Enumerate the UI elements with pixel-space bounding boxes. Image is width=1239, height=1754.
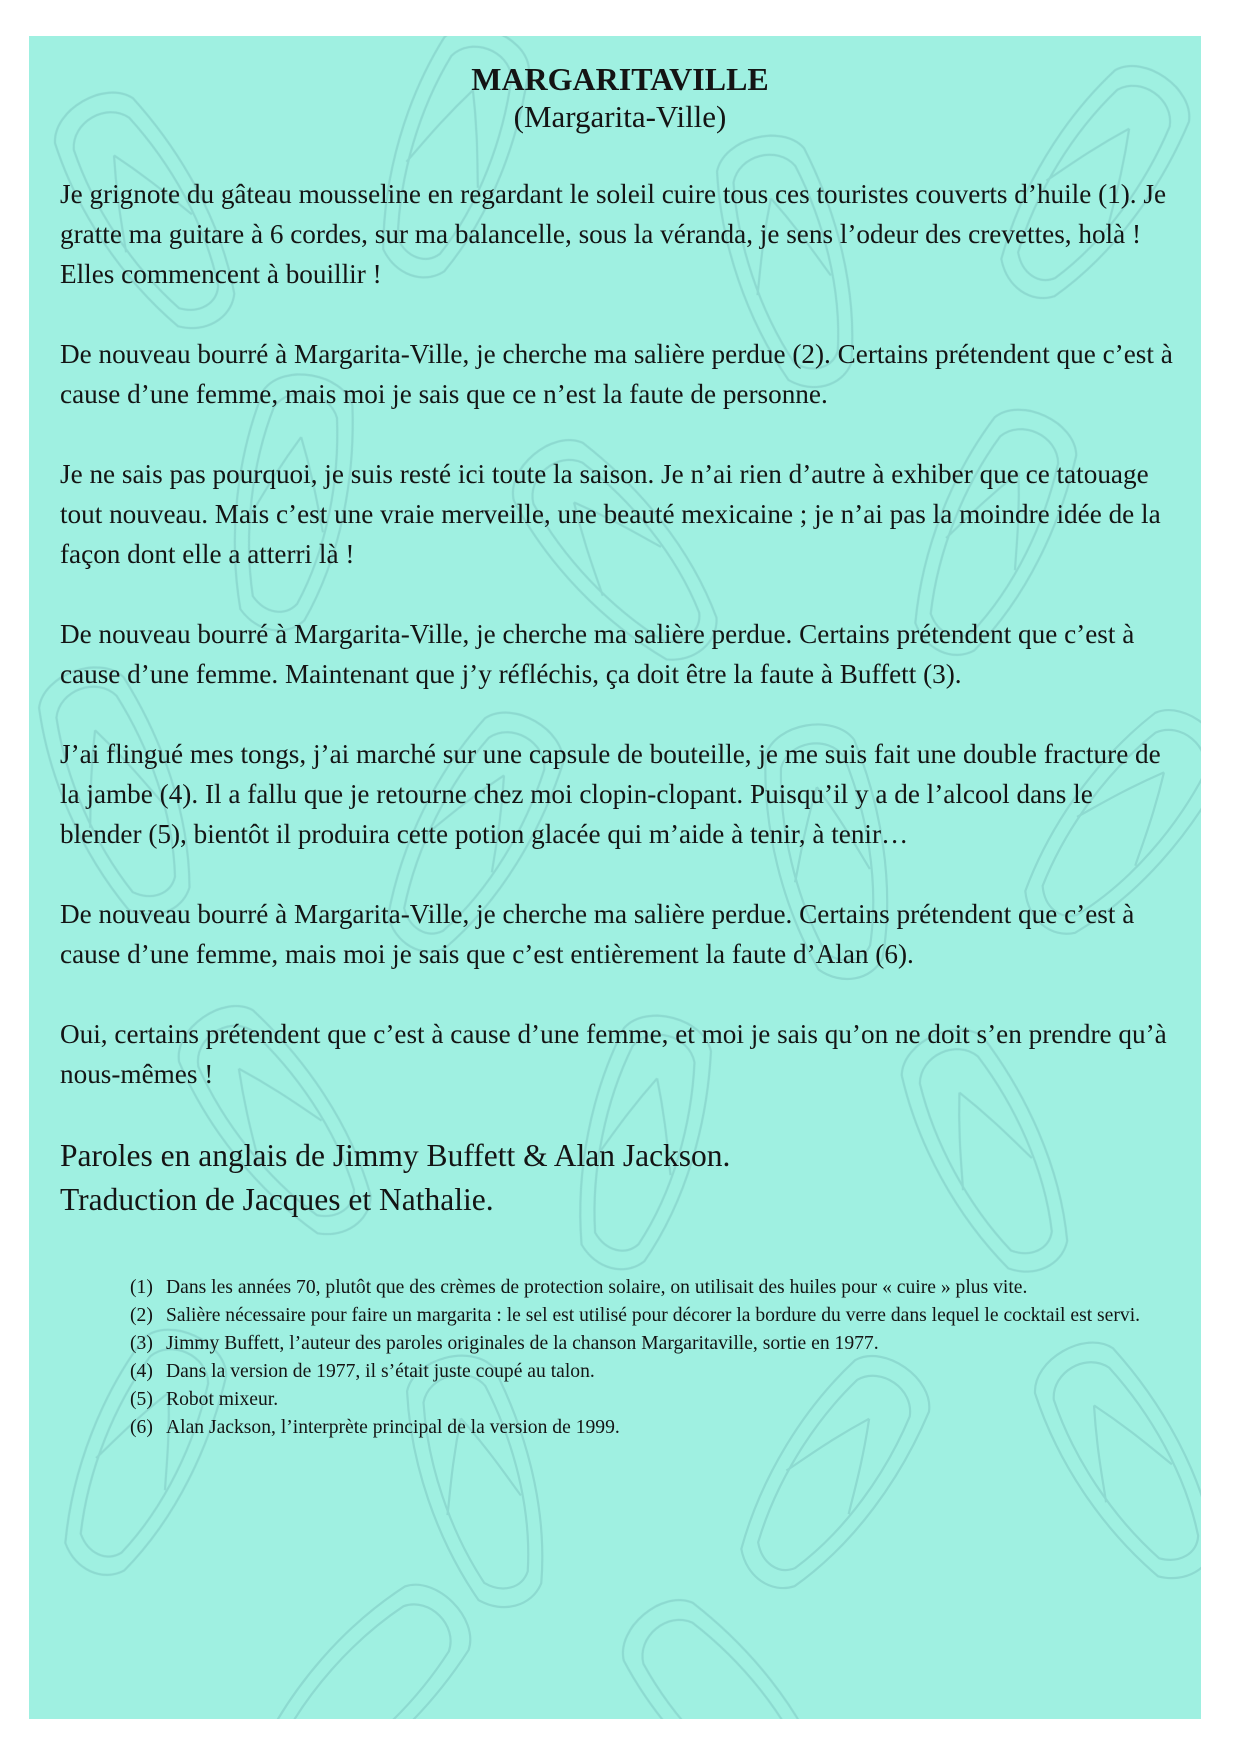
outro: Oui, certains prétendent que c’est à cause d’une femme, et moi je sais qu’on ne doit s’en prendre qu’à nous-mêmes ! [60, 1019, 1167, 1089]
footnote-number: (2) [130, 1305, 153, 1326]
footnote-text: Dans la version de 1977, il s’était juste coupé au talon. [166, 1361, 595, 1382]
lyrics-credit: Paroles en anglais de Jimmy Buffett & Alan Jackson. [60, 1138, 731, 1173]
footnote [130, 1386, 1180, 1414]
chorus-1: De nouveau bourré à Margarita-Ville, je cherche ma salière perdue (2). Certains prétendent que c’est à cause d’une femme, mais moi je sais que ce n’est la faute de personne. [60, 339, 1173, 409]
footnote-text: Salière nécessaire pour faire un margarita : le sel est utilisé pour décorer la bordure du verre dans lequel le cocktail est servi. [166, 1305, 1141, 1326]
footnote-text: Dans les années 70, plutôt que des crèmes de protection solaire, on utilisait des huiles pour « cuire » plus vite. [166, 1277, 1028, 1298]
footnote-number: (4) [130, 1361, 153, 1382]
lyrics-sheet [29, 36, 1201, 1719]
footnote-number: (6) [130, 1417, 153, 1438]
footnote-number: (3) [130, 1333, 153, 1354]
verse-1: Je grignote du gâteau mousseline en regardant le soleil cuire tous ces touristes couverts d’huile (1). Je gratte ma guitare à 6 cordes, sur ma balancelle, sous la véranda, je sens l’odeur des crevettes, holà ! Elles commencent à bouillir ! [60, 179, 1167, 289]
chorus-2: De nouveau bourré à Margarita-Ville, je cherche ma salière perdue. Certains prétendent que c’est à cause d’une femme. Maintenant que j’y réfléchis, ça doit être la faute à Buffett (3). [60, 619, 1135, 689]
verse-2: Je ne sais pas pourquoi, je suis resté ici toute la saison. Je n’ai rien d’autre à exhiber que ce tatouage tout nouveau. Mais c’est une vraie merveille, une beauté mexicaine ; je n’ai pas la moindre idée de la façon dont elle a atterri là ! [60, 459, 1161, 569]
footnote-text: Alan Jackson, l’interprète principal de la version de 1999. [166, 1417, 620, 1438]
footnote [130, 1274, 1180, 1302]
footnotes-list [60, 1274, 1180, 1442]
song-title: MARGARITAVILLE [471, 61, 769, 97]
translation-credit: Traduction de Jacques et Nathalie. [60, 1182, 494, 1217]
verses [60, 174, 1180, 1094]
lyrics-content [60, 36, 1180, 1442]
footnote-text: Jimmy Buffett, l’auteur des paroles originales de la chanson Margaritaville, sortie en 1977. [166, 1333, 879, 1354]
footnote-text: Robot mixeur. [166, 1389, 279, 1410]
footnote [130, 1414, 1180, 1442]
footnote-number: (1) [130, 1277, 153, 1298]
footnote [130, 1358, 1180, 1386]
song-subtitle: (Margarita-Ville) [513, 99, 727, 134]
footnote-number: (5) [130, 1389, 153, 1410]
credits [60, 1134, 1180, 1222]
footnote [130, 1330, 1180, 1358]
verse-3: J’ai flingué mes tongs, j’ai marché sur une capsule de bouteille, je me suis fait une double fracture de la jambe (4). Il a fallu que je retourne chez moi clopin-clopant. Puisqu’il y a de l’alcool dans le blender (5), bientôt il produira cette potion glacée qui m’aide à tenir, à tenir… [60, 739, 1161, 849]
footnote [130, 1302, 1180, 1330]
chorus-3: De nouveau bourré à Margarita-Ville, je cherche ma salière perdue. Certains prétendent que c’est à cause d’une femme, mais moi je sais que c’est entièrement la faute d’Alan (6). [60, 899, 1135, 969]
